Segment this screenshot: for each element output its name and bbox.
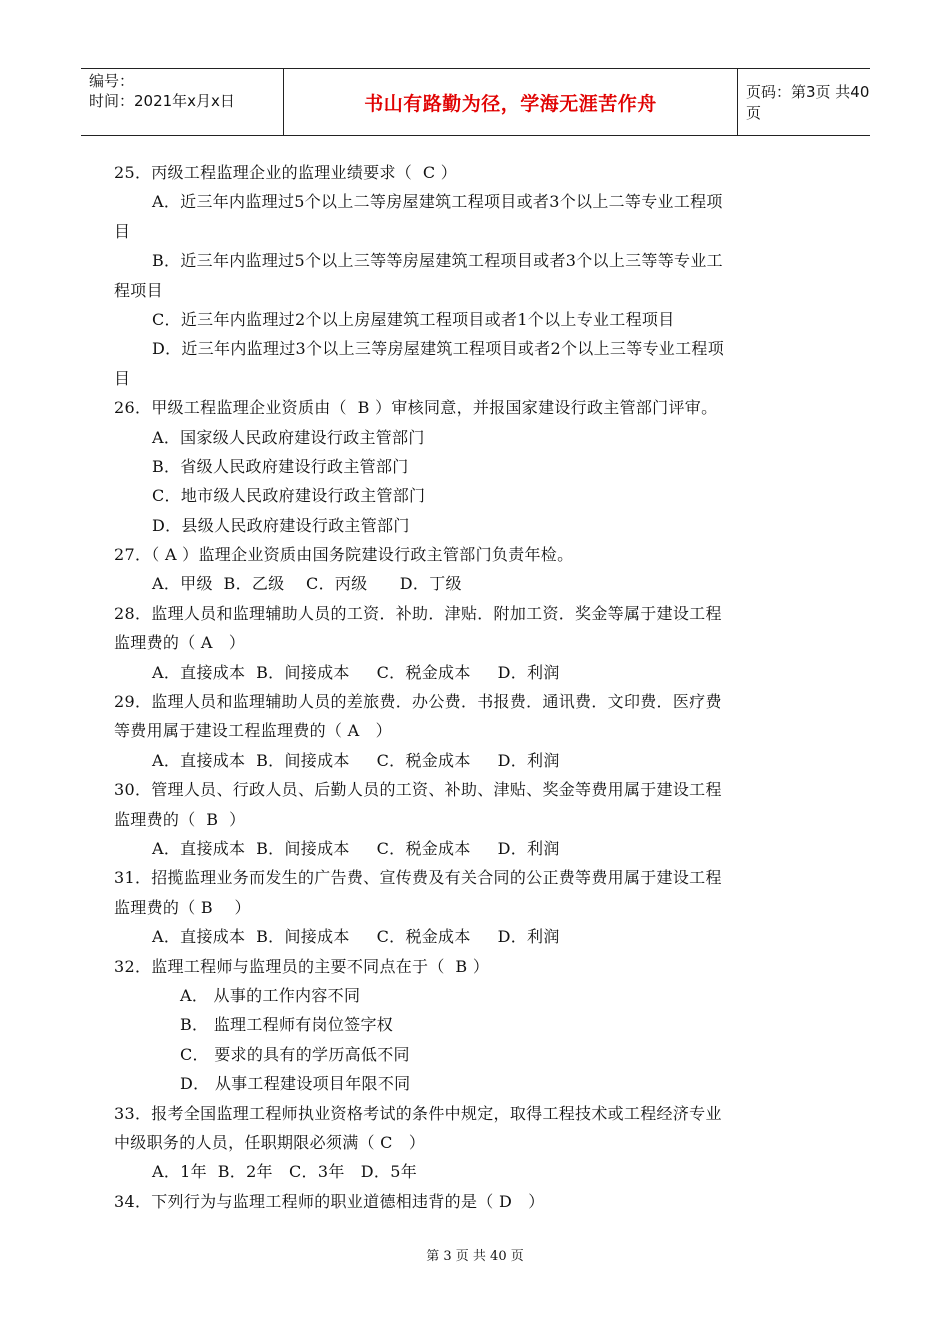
text-line: 28．监理人员和监理辅助人员的工资．补助．津贴．附加工资．奖金等属于建设工程 [114,603,722,623]
text-line: C．近三年内监理过2个以上房屋建筑工程项目或者1个以上专业工程项目 [152,309,675,329]
text-line: 29．监理人员和监理辅助人员的差旅费．办公费．书报费．通讯费．文印费．医疗费 [114,692,722,712]
text-line: 监理费的（ A ） [114,633,246,653]
text-line: 25．丙级工程监理企业的监理业绩要求（ C ） [114,163,458,182]
header-left-cell [81,69,284,135]
text-line: D．县级人民政府建设行政主管部门 [152,515,410,535]
text-line: D． 从事工程建设项目年限不同 [180,1074,411,1094]
text-line: 30．管理人员、行政人员、后勤人员的工资、补助、津贴、奖金等费用属于建设工程 [114,780,722,800]
text-line: 监理费的（ B ） [114,897,251,917]
header-right-cell [738,69,870,135]
text-line: D．近三年内监理过3个以上三等房屋建筑工程项目或者2个以上三等专业工程项 [152,339,724,359]
text-line: A．1年 B．2年 C．3年 D．5年 [152,1162,417,1182]
header-middle-cell [284,69,738,135]
text-line: 32．监理工程师与监理员的主要不同点在于（ B ） [114,956,490,976]
text-line: A．国家级人民政府建设行政主管部门 [152,427,425,447]
text-line: A．直接成本 B．间接成本 C．税金成本 D．利润 [152,927,560,947]
text-line: 等费用属于建设工程监理费的（ A ） [114,721,392,741]
text-line: B． 监理工程师有岗位签字权 [180,1015,394,1035]
text-line: 26．甲级工程监理企业资质由（ B ）审核同意，并报国家建设行政主管部门评审。 [114,398,718,418]
text-line: 27．（ A ）监理企业资质由国务院建设行政主管部门负责年检。 [114,545,574,565]
text-line: 33．报考全国监理工程师执业资格考试的条件中规定，取得工程技术或工程经济专业 [114,1103,722,1123]
page-header [81,68,870,136]
text-line: 目 [114,221,131,241]
document-date: 时间：2021年x月x日 [89,92,235,110]
text-line: C．地市级人民政府建设行政主管部门 [152,486,426,506]
page-code: 页码：第3页 共40页 [746,83,870,122]
document-number-label: 编号： [89,72,135,90]
text-line: A． 从事的工作内容不同 [180,985,361,1005]
text-line: B．近三年内监理过5个以上三等等房屋建筑工程项目或者3个以上三等等专业工 [152,251,723,271]
page-footer: 第 3 页 共 40 页 [426,1249,524,1264]
text-line: B．省级人民政府建设行政主管部门 [152,456,409,476]
text-line: 程项目 [114,280,163,300]
text-line: 31．招揽监理业务而发生的广告费、宣传费及有关合同的公正费等费用属于建设工程 [114,868,722,888]
text-line: A．甲级 B．乙级 C．丙级 D．丁级 [152,574,462,594]
text-line: A．直接成本 B．间接成本 C．税金成本 D．利润 [152,750,560,770]
text-line: A．直接成本 B．间接成本 C．税金成本 D．利润 [152,662,560,682]
document-body [114,158,839,1216]
text-line: A．直接成本 B．间接成本 C．税金成本 D．利润 [152,838,560,858]
text-line: 中级职务的人员，任职期限必须满（ C ） [114,1132,426,1152]
text-line: 监理费的（ B ） [114,809,246,829]
text-line: 34．下列行为与监理工程师的职业道德相违背的是（ D ） [114,1191,545,1211]
text-line: C． 要求的具有的学历高低不同 [180,1044,410,1064]
text-line: 目 [114,368,131,388]
header-motto: 书山有路勤为径，学海无涯苦作舟 [364,92,657,115]
text-line: A．近三年内监理过5个以上二等房屋建筑工程项目或者3个以上二等专业工程项 [152,192,723,212]
